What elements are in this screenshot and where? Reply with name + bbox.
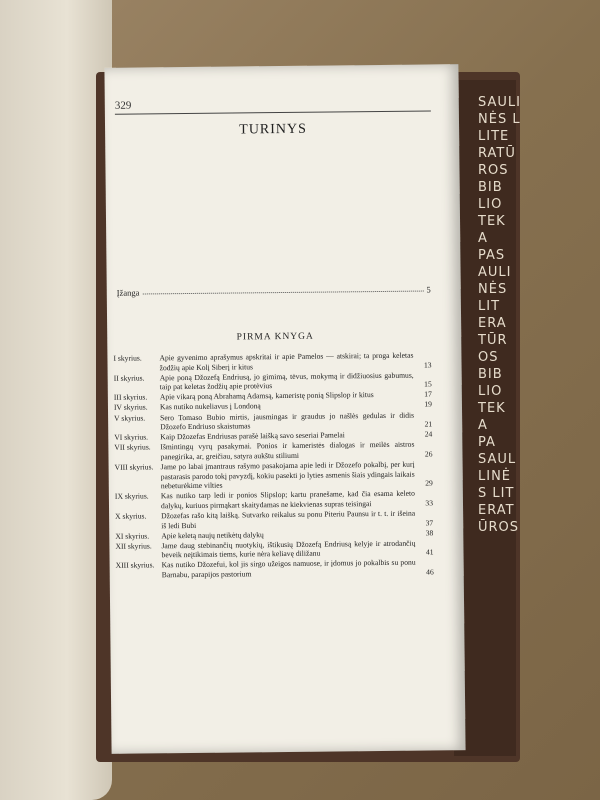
spine-text-line: TEK: [478, 214, 506, 229]
toc-entry: [114, 410, 432, 433]
spine-text-line: A: [478, 231, 488, 246]
chapter-label: VIII skyrius.: [114, 462, 154, 472]
header-rule: [115, 110, 431, 114]
spine-text-line: NĖS: [478, 282, 508, 297]
chapter-title: Apie gyvenimo aprašymus apskritai ir apie Pamelos — atskirai; ta proga keletas žodžių apie Kolį Siberį ir kitus: [159, 350, 414, 372]
chapter-title: Išmintingų vyrų pasakymai. Ponios ir kameristės dialogas ir meilės aistros panegirika, ar, greičiau, satyra aukštu stiliumi: [160, 439, 415, 462]
spine-text-line: LIO: [478, 384, 503, 399]
spine-text-line: S LIT: [478, 486, 515, 501]
spine-text-line: SAUL: [478, 452, 517, 467]
spine-text-line: ERAT: [478, 503, 515, 518]
toc-entry: [115, 508, 433, 531]
spine-text-line: TEK: [478, 401, 506, 416]
chapter-label: XI skyrius.: [115, 531, 150, 541]
chapter-title: Apie keletą naujų netikėtų dalykų: [161, 529, 264, 540]
chapter-page: 19: [424, 399, 433, 410]
intro-page: 5: [426, 284, 431, 295]
chapter-page: 21: [424, 419, 433, 429]
toc-entry: [113, 350, 431, 373]
spine-text-line: LINĖ: [478, 469, 512, 484]
chapter-body: [161, 459, 433, 491]
chapter-body: [161, 489, 433, 511]
chapter-page: 26: [424, 449, 433, 459]
chapter-label: VI skyrius.: [114, 432, 149, 443]
chapter-title: Jame daug stebinančių nuotykių, ištikusių Džozefą Endriusą kelyje ir atrodančių beveik neįtikimais tiems, kurie nėra keliavę diližanu: [161, 538, 416, 560]
chapter-title: Džozefas rašo kitą laišką. Sutvarko reikalus su ponu Piteriu Paunsu ir t. t. ir išeina iš ledi Bubi: [161, 508, 416, 530]
chapter-page: 33: [425, 498, 434, 508]
chapter-page: 15: [424, 379, 432, 389]
chapter-label: IV skyrius.: [113, 402, 148, 413]
chapter-body: [162, 558, 434, 580]
toc-entry: [114, 370, 432, 393]
chapter-body: [161, 508, 433, 530]
intro-label: Įžanga: [116, 287, 140, 298]
chapter-label: VII skyrius.: [114, 442, 151, 453]
spine-text-line: BIB: [478, 367, 503, 382]
chapter-body: [160, 410, 432, 432]
toc-entry: [115, 489, 433, 512]
page-number: 329: [114, 99, 132, 112]
chapter-label: XIII skyrius.: [115, 560, 155, 571]
spine-text-line: ŪROS: [478, 520, 520, 535]
chapter-body: [159, 350, 431, 372]
spine-text-line: OS: [478, 350, 499, 365]
spine-text-line: AULI: [478, 265, 512, 280]
spine-text-line: ROS: [478, 163, 509, 178]
spine-text-line: PA: [478, 435, 496, 450]
chapter-title: Kaip Džozefas Endriusas parašė laišką savo seseriai Pamelai: [160, 430, 345, 442]
chapter-label: II skyrius.: [113, 373, 145, 383]
chapter-title: Sero Tomaso Bubio mirtis, jausmingas ir graudus jo našlės gedulas ir didis Džozefo Endriuso skaistumas: [160, 410, 415, 432]
chapter-page: 13: [423, 360, 432, 370]
chapter-body: [160, 440, 432, 462]
chapter-page: 41: [425, 547, 434, 557]
toc-entry: [115, 459, 433, 491]
chapter-title: Jame po labai įmantraus rašymo pasakojama apie ledi ir Džozefo pokalbį, per kurį pastarasis parodo tokį pavyzdį, kokiu pasekti jo lyties asmenis šiais ydingais laikais nebeturėkime vilties: [160, 459, 415, 491]
spine-text-line: BIB: [478, 180, 503, 195]
chapter-label: I skyrius.: [113, 353, 142, 363]
chapter-label: X skyrius.: [115, 511, 147, 521]
part-title: PIRMA KNYGA: [236, 331, 314, 343]
spine-text-line: ERA: [478, 316, 507, 331]
spine-text-line: A: [478, 418, 488, 433]
spine-text-line: SAULI: [478, 95, 521, 110]
chapter-label: III skyrius.: [113, 392, 148, 403]
chapter-body: [161, 538, 433, 560]
toc-entry: [115, 538, 433, 561]
spine-text-line: LIT: [478, 299, 501, 314]
chapter-label: V skyrius.: [114, 413, 146, 423]
chapter-title: Kas nutiko nukeliavus į Londoną: [159, 401, 261, 412]
toc-entry: [116, 558, 434, 581]
toc-entry: [114, 440, 432, 463]
spine-text-line: PAS: [478, 248, 506, 263]
table-of-contents: [113, 350, 433, 580]
spine-text-line: LITE: [478, 129, 510, 144]
spine-text-line: TŪR: [478, 333, 508, 348]
chapter-page: 37: [425, 518, 434, 528]
spine-text-line: RATŪ: [478, 146, 516, 161]
intro-entry: [117, 284, 431, 297]
leader-dots: [142, 285, 423, 295]
chapter-body: [160, 370, 432, 392]
chapter-page: 46: [426, 567, 434, 577]
chapter-label: XII skyrius.: [115, 541, 152, 551]
chapter-page: 29: [425, 478, 433, 488]
chapter-title: Kas nutiko tarp ledi ir ponios Slipslop; kartu pranešame, kad čia esama keleto dalykų, kuriuos pirmąkart skaitydamas ne kiekvienas supras teisingai: [160, 488, 415, 511]
chapter-page: 24: [424, 429, 433, 439]
chapter-title: Apie vikarą poną Abrahamą Adamsą, kameristę ponią Slipslop ir kitus: [159, 390, 374, 402]
chapter-page: 17: [424, 389, 432, 399]
chapter-title: Kas nutiko Džozefui, kol jis sirgo užeigos namuose, ir įdomus jo pokalbis su ponu Barnabu, parapijos pastorium: [161, 558, 416, 580]
chapter-page: 38: [425, 528, 434, 538]
spine-text-line: LIO: [478, 197, 503, 212]
chapter-title: Apie poną Džozefą Endriusą, jo gimimą, tėvus, mokymą ir didžiuosius gabumus, taip pat keletas žodžių apie protėvius: [159, 370, 414, 392]
spine-lettering: [478, 94, 521, 744]
chapter-label: IX skyrius.: [114, 491, 149, 502]
spine-text-line: NĖS L: [478, 112, 521, 127]
contents-page: [104, 64, 465, 754]
page-title: TURINYS: [239, 121, 307, 138]
